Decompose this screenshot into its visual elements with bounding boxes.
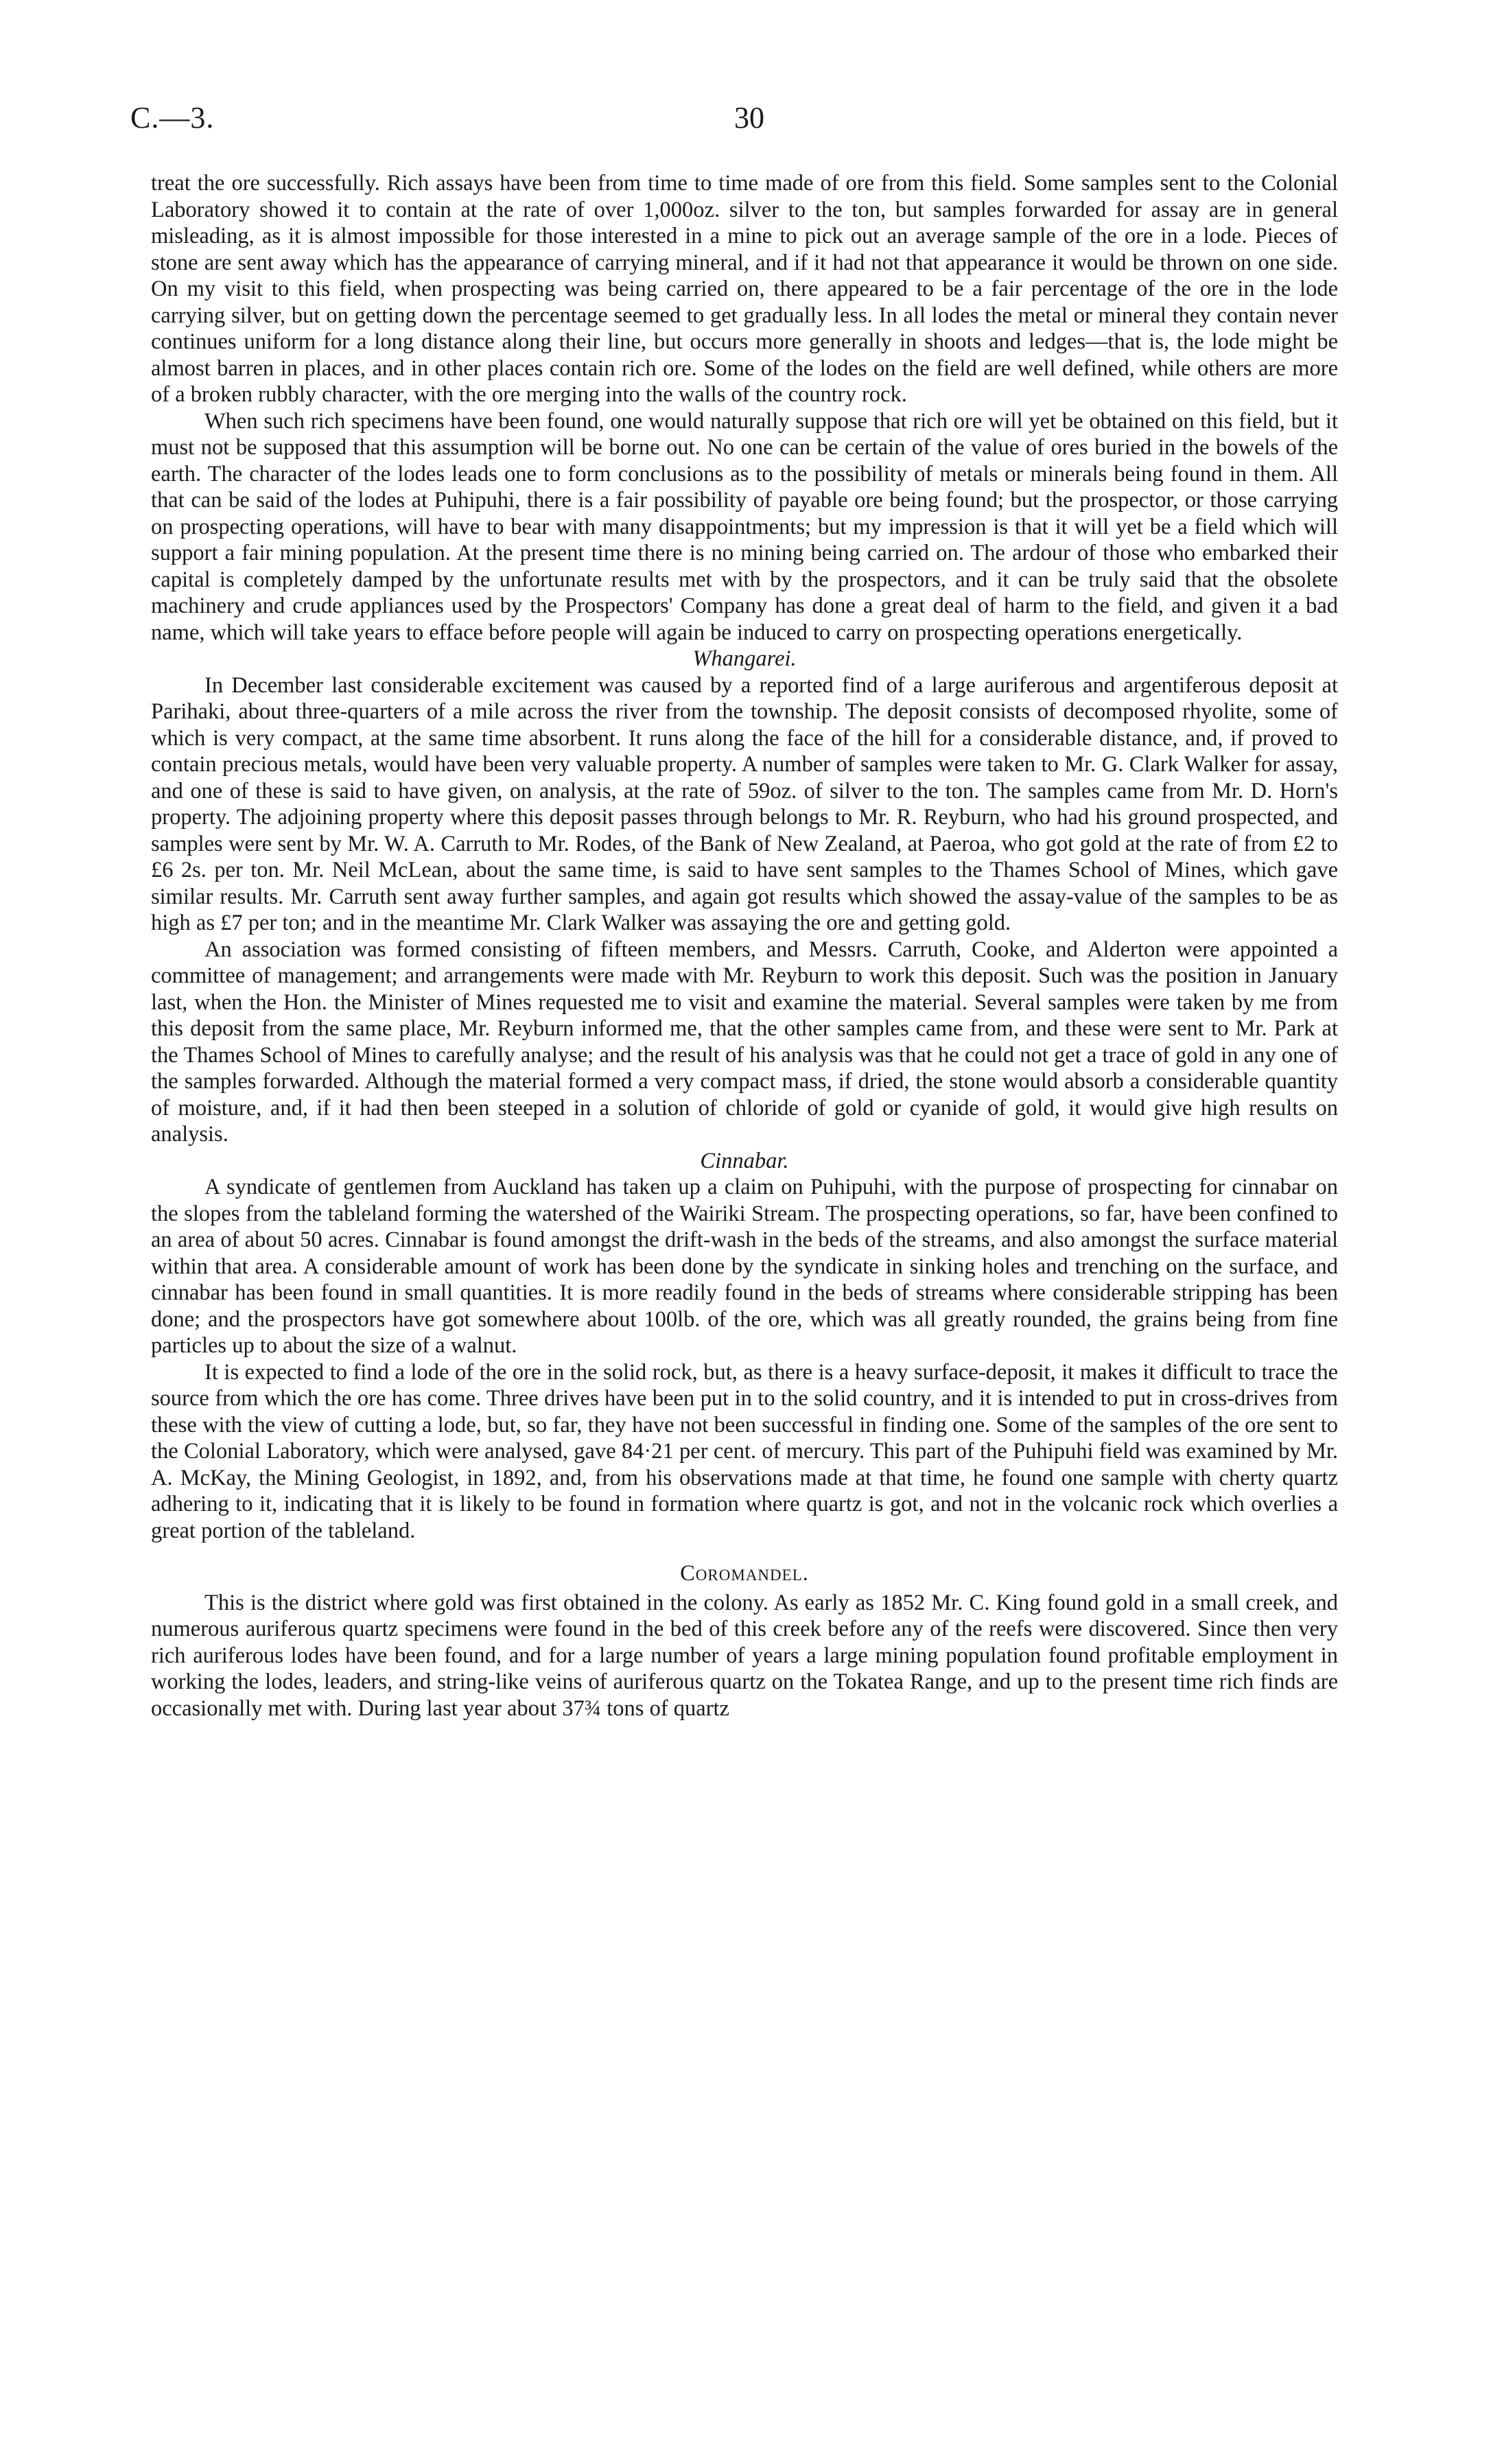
section-heading-coromandel: Coromandel. <box>680 1561 809 1586</box>
paragraph-lode-expected: It is expected to find a lode of the ore in the solid rock, but, as there is a heavy surface-deposit, it makes it difficult to trace the source from which the ore has come. Three drives have been put in to the solid country, and it is intended to put in cross-drives from these with the view of cutting a lode, but, so far, they have not been successful in finding one. Some of the samples of the ore sent to the Colonial Laboratory, which were analysed, gave 84·21 per cent. of mercury. This part of the Puhipuhi field was examined by Mr. A. McKay, the Mining Geologist, in 1892, and, from his observations made at that time, he found one sample with cherty quartz adhering to it, indicating that it is likely to be found in formation where quartz is got, and not in the volcanic rock which overlies a great portion of the tableland. <box>151 1359 1338 1543</box>
paragraph-syndicate: A syndicate of gentlemen from Auckland has taken up a claim on Puhipuhi, with the purpose of prospecting for cinnabar on the slopes from the tableland forming the watershed of the Wairiki Stream. The prospecting operations, so far, have been confined to an area of about 50 acres. Cinnabar is found amongst the drift-wash in the beds of the streams, and also amongst the surface material within that area. A considerable amount of work has been done by the syndicate in sinking holes and trenching on the surface, and cinnabar has been found in small quantities. It is more readily found in the beds of streams where considerable stripping has been done; and the prospectors have got somewhere about 100lb. of the ore, which was all greatly rounded, the grains being from fine particles up to about the size of a walnut. <box>151 1175 1338 1358</box>
page-number: 30 <box>734 101 764 134</box>
paragraph-parihaki-deposit: In December last considerable excitement was caused by a reported find of a large auriferous and argentiferous deposit at Parihaki, about three-quarters of a mile across the river from the township. The deposit consists of decomposed rhyolite, some of which is very compact, at the same time absorbent. It runs along the face of the hill for a considerable distance, and, if proved to contain precious metals, would have been very valuable property. A number of samples were taken to Mr. G. Clark Walker for assay, and one of these is said to have given, on analysis, at the rate of 59oz. of silver to the ton. The samples came from Mr. D. Horn's property. The adjoining property where this deposit passes through belongs to Mr. R. Reyburn, who had his ground prospected, and samples were sent by Mr. W. A. Carruth to Mr. Rodes, of the Bank of New Zealand, at Paeroa, who got gold at the rate of from £2 to £6 2s. per ton. Mr. Neil McLean, about the same time, is said to have sent samples to the Thames School of Mines, which gave similar results. Mr. Carruth sent away further samples, and again got results which showed the assay-value of the samples to be as high as £7 per ton; and in the meantime Mr. Clark Walker was assaying the ore and getting gold. <box>151 672 1338 935</box>
paragraph-association: An association was formed consisting of fifteen members, and Messrs. Carruth, Cooke, and Alderton were appointed a committee of management; and arrangements were made with Mr. Reyburn to work this deposit. Such was the position in January last, when the Hon. the Minister of Mines requested me to visit and examine the material. Several samples were taken by me from this deposit from the same place, Mr. Reyburn informed me, that the other samples came from, and these were sent to Mr. Park at the Thames School of Mines to carefully analyse; and the result of his analysis was that he could not get a trace of gold in any one of the samples forwarded. Although the material formed a very compact mass, if dried, the stone would absorb a considerable quantity of moisture, and, if it had then been steeped in a solution of chloride of gold or cyanide of gold, it would give high results on analysis. <box>151 937 1338 1147</box>
paragraph-rich-specimens: When such rich specimens have been found, one would naturally suppose that rich ore will yet be obtained on this field, but it must not be supposed that this assumption will be borne out. No one can be certain of the value of ores buried in the bowels of the earth. The character of the lodes leads one to form conclusions as to the possibility of metals or minerals being found in them. All that can be said of the lodes at Puhipuhi, there is a fair possibility of payable ore being found; but the prospector, or those carrying on prospecting operations, will have to bear with many disappointments; but my impression is that it will yet be a field which will support a fair mining population. At the present time there is no mining being carried on. The ardour of those who embarked their capital is completely damped by the unfortunate results met with by the prospectors, and it can be truly said that the obsolete machinery and crude appliances used by the Prospectors' Company has done a great deal of harm to the field, and given it a bad name, which will take years to efface before people will again be induced to carry on prospecting operations energetically. <box>151 408 1338 645</box>
section-heading-whangarei: Whangarei. <box>692 646 797 671</box>
section-heading-cinnabar: Cinnabar. <box>700 1148 789 1173</box>
main-text-column <box>151 170 1338 1722</box>
running-header <box>130 100 1352 141</box>
paragraph-coromandel-district: This is the district where gold was first obtained in the colony. As early as 1852 Mr. C. King found gold in a small creek, and numerous auriferous quartz specimens were found in the bed of this creek before any of the reefs were discovered. Since then very rich auriferous lodes have been found, and for a large number of years a large mining population found profitable employment in working the lodes, leaders, and string-like veins of auriferous quartz on the Tokatea Range, and up to the present time rich finds are occasionally met with. During last year about 37¾ tons of quartz <box>151 1590 1338 1721</box>
report-reference: C.—3. <box>130 101 215 134</box>
paragraph-continuation: treat the ore successfully. Rich assays have been from time to time made of ore from this field. Some samples sent to the Colonial Laboratory showed it to contain at the rate of over 1,000oz. silver to the ton, but samples forwarded for assay are in general misleading, as it is almost impossible for those interested in a mine to pick out an average sample of the ore in a lode. Pieces of stone are sent away which has the appearance of carrying mineral, and if it had not that appearance it would be thrown on one side. On my visit to this field, when prospecting was being carried on, there appeared to be a fair percentage of the ore in the lode carrying silver, but on getting down the percentage seemed to get gradually less. In all lodes the metal or mineral they contain never continues uniform for a long distance along their line, but occurs more generally in shoots and ledges—that is, the lode might be almost barren in places, and in other places contain rich ore. Some of the lodes on the field are well defined, while others are more of a broken rubbly character, with the ore merging into the walls of the country rock. <box>151 171 1338 407</box>
